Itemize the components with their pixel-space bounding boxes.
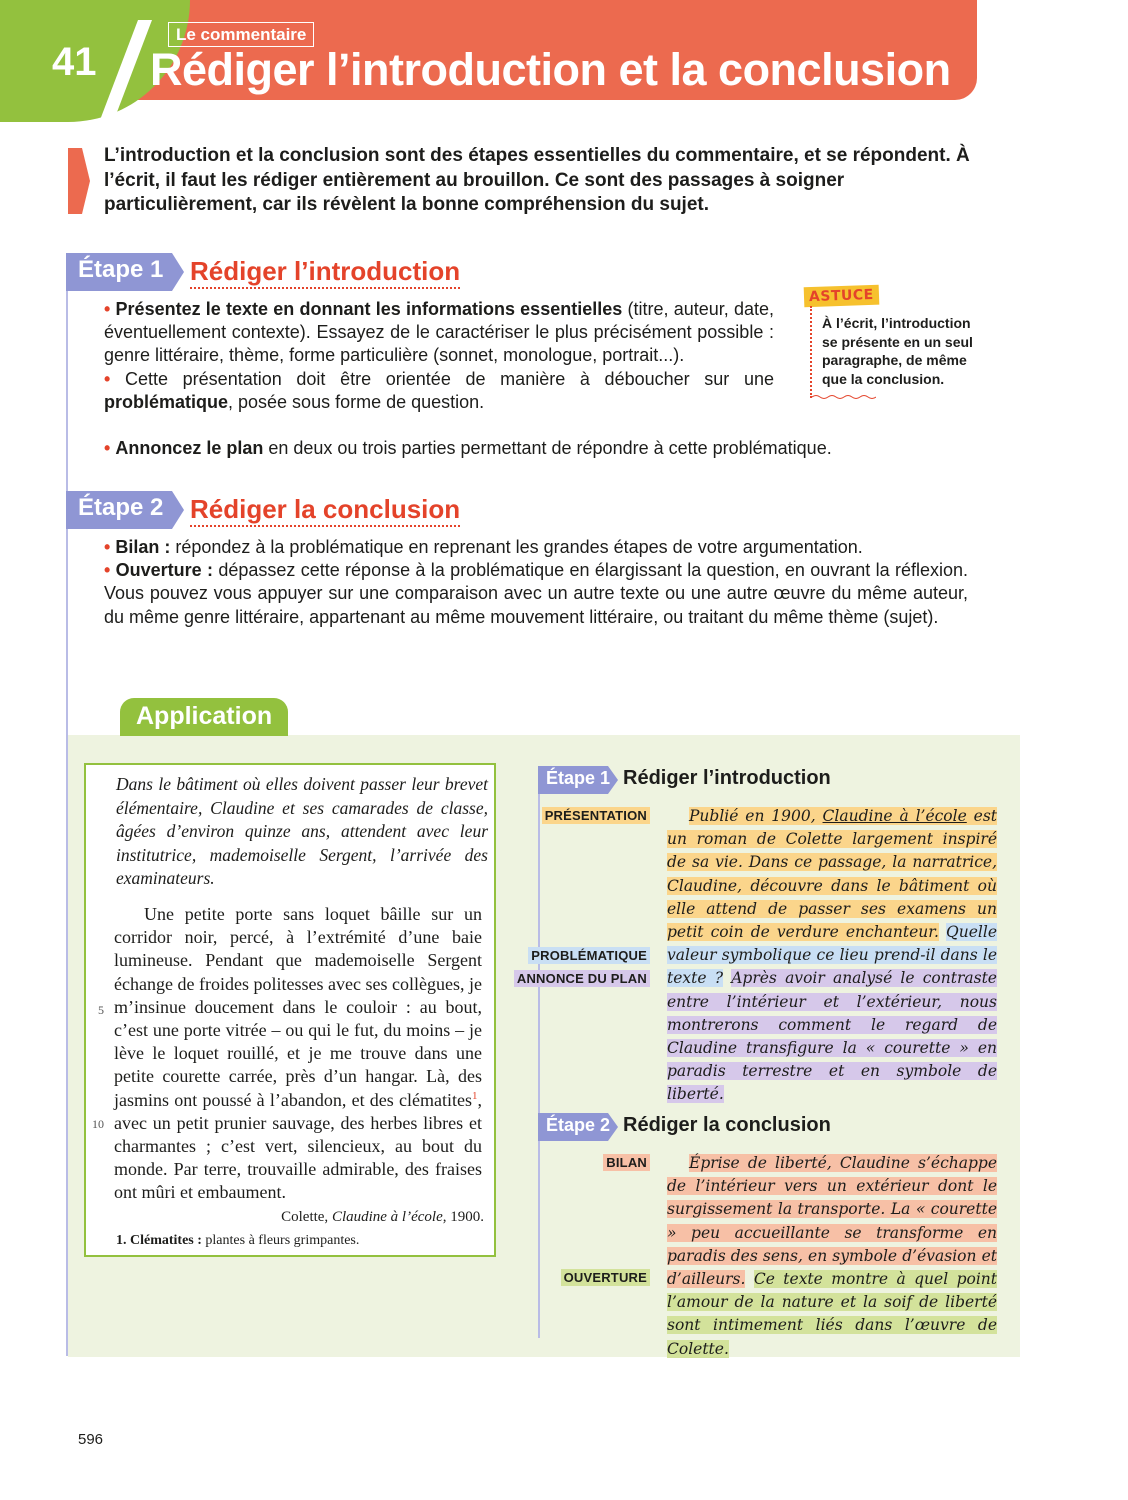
step2-tab-label: Étape 2 [78,494,164,521]
source-year: , 1900. [442,1209,484,1225]
step1-tab-label: Étape 1 [78,256,164,283]
r-step2-title: Rédiger la conclusion [623,1114,831,1136]
page-title: Rédiger l’introduction et la conclusion [150,44,951,95]
model-conclusion [667,1152,997,1361]
step2-bullet-2-rest: dépassez cette réponse à la problématique en élargissant la question, en ouvrant la réflexion. Vous pouvez vous appuyer sur une comparaison avec un autre texte ou une autre œuvre du même auteur, du même genre littéraire, appartenant au même mouvement littéraire, ou traitant du même thème (sujet). [104,560,968,627]
label-ouverture [561,1270,650,1285]
right-guide-line [538,766,540,1338]
label-ouverture-text: OUVERTURE [561,1269,650,1286]
step1-text [104,298,774,414]
intro-presentation-b: est un roman de Colette largement inspiré de sa vie. Dans ce passage, la narratrice, Claudine, découvre dans le bâtiment où elle attend de passer ses examens un petit coin de verdure enchanteur. [667,807,997,942]
text-excerpt-part-1: Une petite porte sans loquet bâille sur un corridor noir, percé, à l’extrémité d’une baie lumineuse. Pendant que mademoiselle Sergent échange de froides politesses avec ses collègues, je m’insinue doucement dans le couloir : au bout, c’est une porte vitrée – ou qui le fut, du moins – je lève le loquet rouillé, et je me trouve dans une petite courette carrée, près d’un hangar. Là, des jasmins ont poussé à l’abandon, et des clématites [114,904,482,1110]
page-number: 596 [78,1431,104,1448]
step1-bullet-2-end: , posée sous forme de question. [228,391,485,412]
label-bilan [603,1155,650,1170]
label-presentation [542,808,650,823]
step2-bullet-1-rest: répondez à la problématique en reprenant les grandes étapes de votre argumentation. [170,537,863,557]
label-problematique [528,948,650,963]
label-presentation-text: PRÉSENTATION [542,807,650,824]
line-number-10: 10 [92,1117,104,1131]
astuce-dotted-line [810,306,814,398]
chapter-kicker: Le commentaire [168,22,314,47]
step2-title: Rédiger la conclusion [190,494,460,527]
source-title: Claudine à l’école [331,1209,443,1225]
intro-arrow-icon [68,148,90,214]
chapter-number: 41 [52,40,97,84]
step2-bullet-1: • Bilan : répondez à la problématique en reprenant les grandes étapes de votre argumentation. [104,537,863,557]
r-step1-tab-label: Étape 1 [546,768,611,788]
astuce-text-bold: un seul paragraphe [822,333,973,368]
label-annonce-plan-text: ANNONCE DU PLAN [514,970,650,987]
footnote-definition: plantes à fleurs grimpantes. [201,1233,360,1248]
text-excerpt-part-2: , avec un petit prunier sauvage, des herbes libres et charmantes ; c’est vert, silencieux, au bout du monde. Par terre, trouvaille admirable, des fraises ont mûri et embaument. [114,1089,482,1203]
footnote-term: 1. Clématites : [116,1233,202,1248]
intro-paragraph: L’introduction et la conclusion sont des étapes essentielles du commentaire, et se répondent. À l’écrit, il faut les rédiger entièrement au brouillon. Ce sont des passages à soigner particulièrement, car ils révèlent la bonne compréhension du sujet. [104,145,970,215]
footnote [116,1233,359,1249]
step1-bullet-3-bold: Annoncez le plan [115,438,264,458]
application-tab [120,698,288,736]
astuce-text-2: , de même que la conclusion. [822,352,967,387]
intro-problematique: Quelle valeur symbolique ce lieu prend-il dans le texte ? [667,923,997,988]
source-author: Colette, [281,1209,332,1225]
step1-text-3 [104,437,984,460]
step1-bullet-3-rest: en deux ou trois parties permettant de répondre à cette problématique. [263,438,832,458]
text-source [281,1209,484,1226]
line-number-5: 5 [98,1003,104,1017]
step1-bullet-2-start: Cette présentation doit être orientée de manière à déboucher sur une [110,368,774,389]
label-problematique-text: PROBLÉMATIQUE [528,947,650,964]
label-bilan-text: BILAN [603,1154,650,1171]
literary-text-box [84,763,496,1257]
step1-bullet-1: • Présentez le texte en donnant les informations essentielles (titre, auteur, date, éventuellement contexte). Essayez de le caractériser le plus précisément possible : genre littéraire, thème, forme particulière (sonnet, monologue, portrait...). [104,299,774,366]
step1-bullet-3: • Annoncez le plan en deux ou trois parties permettant de répondre à cette problématique. [104,438,832,458]
text-context-intro: Dans le bâtiment où elles doivent passer leur brevet élémentaire, Claudine et ses camarades de classe, âgées d’environ quinze ans, attendent avec leur institutrice, mademoiselle Sergent, l’arrivée des examinateurs. [116,774,488,888]
step1-tab [66,253,184,291]
text-excerpt [114,903,482,1205]
r-step2-tab [538,1113,618,1141]
step1-bullet-2: • Cette présentation doit être orientée de manière à déboucher sur une problématique, posée sous forme de question. [104,368,774,412]
intro-annonce-plan: Après avoir analysé le contraste entre l’intérieur et l’extérieur, nous montrerons comment le regard de Claudine transfigure la « courette » en paradis terrestre et en symbole de liberté. [667,969,997,1104]
step2-tab [66,491,184,529]
r-step1-title: Rédiger l’introduction [623,767,831,789]
astuce-text [822,314,982,388]
r-step2-tab-label: Étape 2 [546,1115,611,1135]
step2-text [104,536,968,629]
model-introduction [667,805,997,1107]
conclusion-ouverture: Ce texte montre à quel point l’amour de la nature et la soif de liberté sont intimement liés dans l’œuvre de Colette. [667,1270,997,1358]
intro-presentation-title: Claudine à l’école [822,807,967,825]
step2-bullet-1-bold: Bilan : [115,537,171,557]
step1-bullet-2-bold: problématique [104,391,229,412]
astuce-text-1: À l’écrit, l’introduction se présente en [822,315,971,350]
step2-bullet-2: • Ouverture : dépassez cette réponse à la problématique en élargissant la question, en ouvrant la réflexion. Vous pouvez vous appuyer sur une comparaison avec un autre texte ou une autre œuvre du même auteur, du même genre littéraire, appartenant au même mouvement littéraire, ou traitant du même thème (sujet). [104,560,968,627]
step1-bullet-1-bold: Présentez le texte en donnant les informations essentielles [115,299,623,319]
astuce-tag: ASTUCE [804,285,879,308]
intro-presentation-a: Publié en 1900, [689,807,823,825]
conclusion-bilan: Éprise de liberté, Claudine s’échappe de l’intérieur vers un extérieur dont le surgissement la transporte. La « courette » peu accueillante se transforme en paradis des sens, en symbole d’évasion et d’ailleurs. [667,1154,997,1289]
step1-bullet-1-rest: (titre, auteur, date, éventuellement contexte). Essayez de le caractériser le plus précisément possible : genre littéraire, thème, forme particulière (sonnet, monologue, portrait...). [104,299,774,366]
application-tab-label: Application [136,702,273,730]
r-step1-tab [538,766,618,794]
astuce-wavy-underline [812,394,876,400]
step2-bullet-2-bold: Ouverture : [115,560,213,581]
label-annonce-plan [514,971,650,986]
footnote-marker: 1 [472,1089,478,1102]
step1-title: Rédiger l’introduction [190,256,460,289]
